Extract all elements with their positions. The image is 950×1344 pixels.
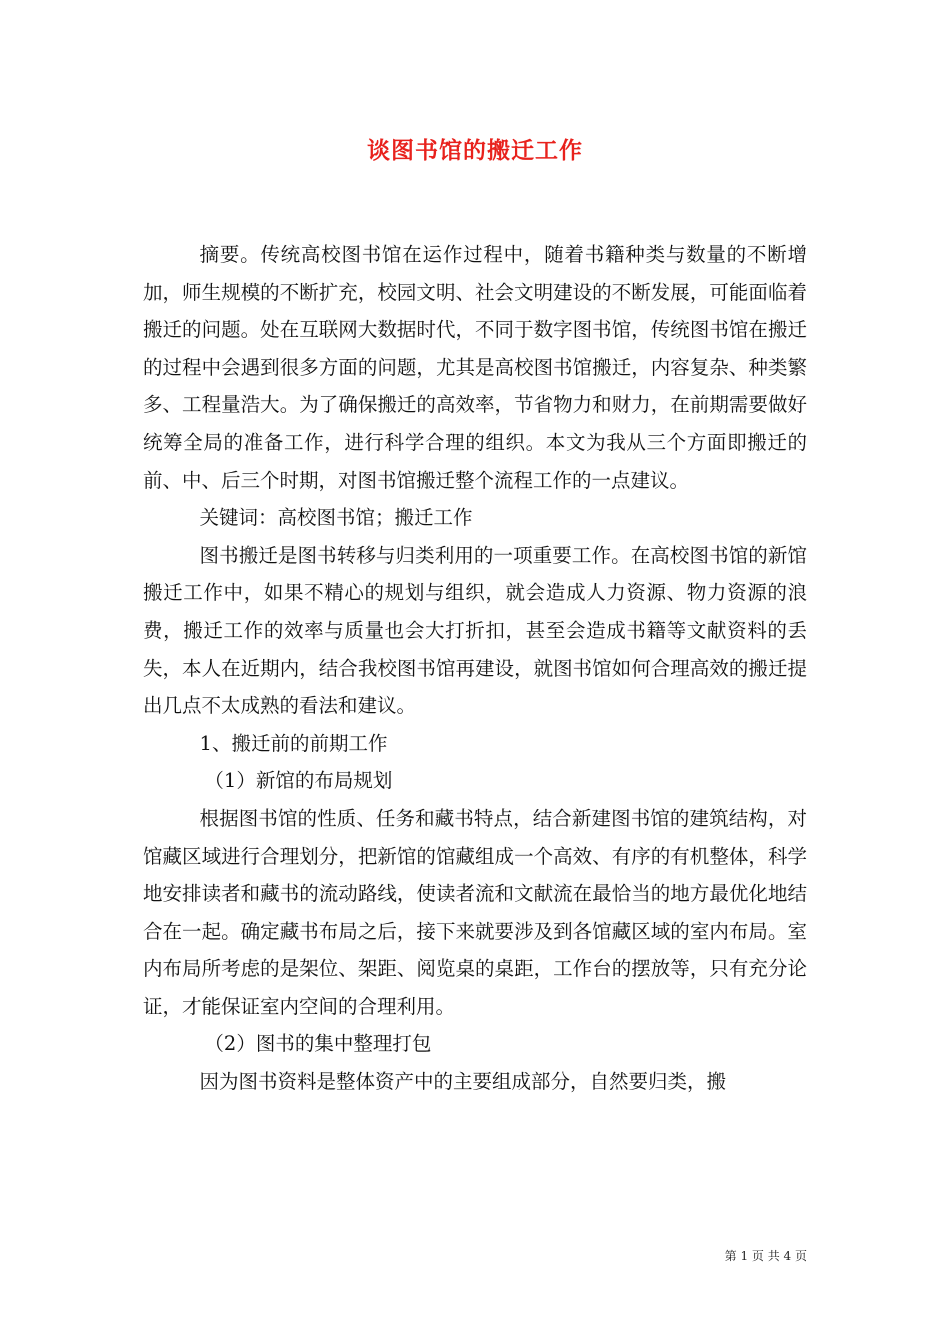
- keywords-paragraph: 关键词：高校图书馆；搬迁工作: [199, 506, 473, 530]
- abstract-paragraph: 摘要。传统高校图书馆在运作过程中，随着书籍种类与数量的不断增加，师生规模的不断扩充，校园文明、社会文明建设的不断发展，可能面临着搬迁的问题。处在互联网大数据时代，不同于数字图书馆，传统图书馆在搬迁的过程中会遇到很多方面的问题，尤其是高校图书馆搬迁，内容复杂、种类繁多、工程量浩大。为了确保搬迁的高效率，节省物力和财力，在前期需要做好统筹全局的准备工作，进行科学合理的组织。本文为我从三个方面即搬迁的前、中、后三个时期，对图书馆搬迁整个流程工作的一点建议。: [143, 243, 807, 492]
- body-paragraph: 根据图书馆的性质、任务和藏书特点，结合新建图书馆的建筑结构，对馆藏区域进行合理划分，把新馆的馆藏组成一个高效、有序的有机整体，科学地安排读者和藏书的流动路线，使读者流和文献流在最恰当的地方最优化地结合在一起。确定藏书布局之后，接下来就要涉及到各馆藏区域的室内布局。室内布局所考虑的是架位、架距、阅览桌的桌距，工作台的摆放等，只有充分论证，才能保证室内空间的合理利用。: [143, 806, 807, 1018]
- document-body: [143, 236, 807, 1101]
- page-title: 谈图书馆的搬迁工作: [367, 137, 583, 164]
- intro-paragraph: 图书搬迁是图书转移与归类利用的一项重要工作。在高校图书馆的新馆搬迁工作中，如果不精心的规划与组织，就会造成人力资源、物力资源的浪费，搬迁工作的效率与质量也会大打折扣，甚至会造成书籍等文献资料的丢失，本人在近期内，结合我校图书馆再建设，就图书馆如何合理高效的搬迁提出几点不太成熟的看法和建议。: [143, 543, 807, 718]
- page-number: 第 1 页 共 4 页: [724, 1249, 807, 1263]
- body-paragraph: 因为图书资料是整体资产中的主要组成部分，自然要归类，搬: [199, 1070, 727, 1094]
- section-heading: 1、搬迁前的前期工作: [199, 731, 388, 755]
- subsection-heading: （2）图书的集中整理打包: [204, 1032, 432, 1056]
- subsection-heading: （1）新馆的布局规划: [204, 769, 393, 793]
